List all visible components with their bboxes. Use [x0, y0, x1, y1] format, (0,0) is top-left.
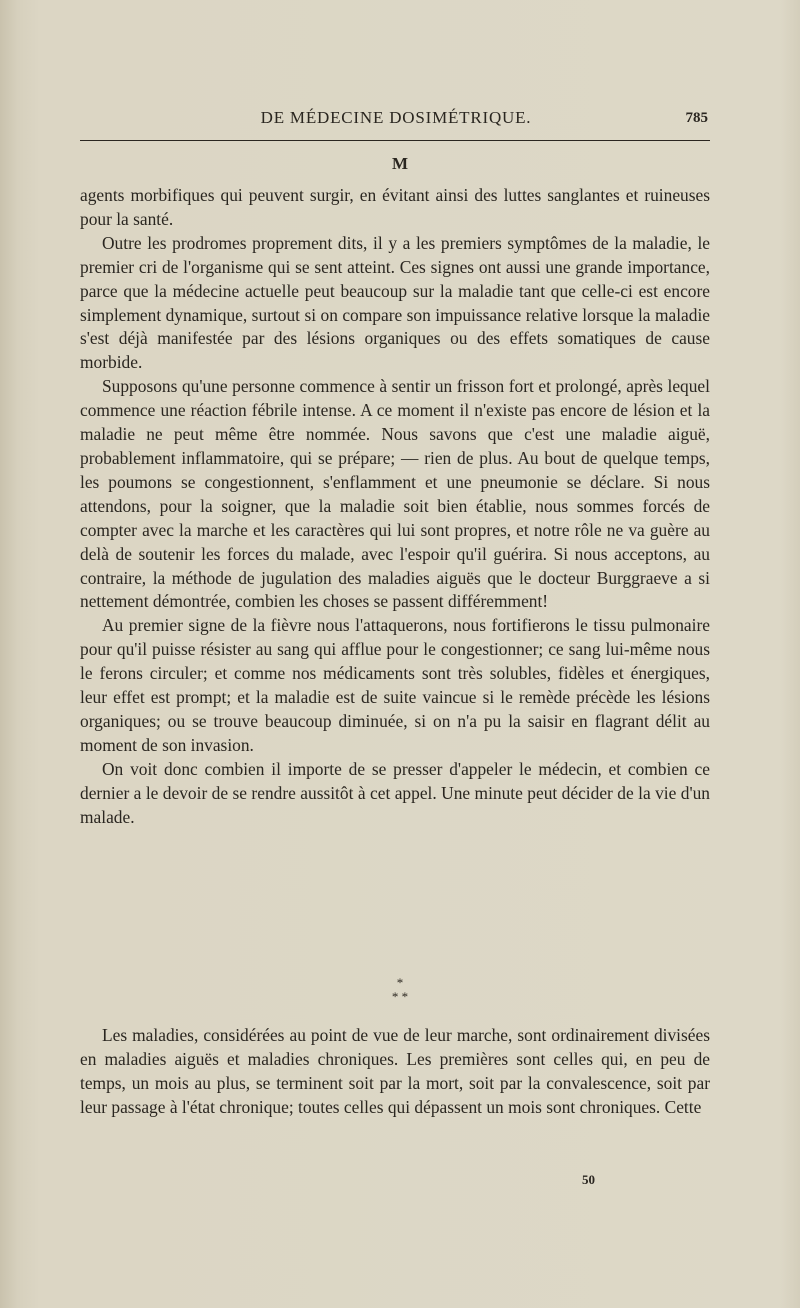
dictionary-letter-heading: M	[391, 154, 409, 173]
paragraph-5: On voit donc combien il importe de se presser d'appeler le médecin, et combien ce dernier a le devoir de se rendre aussitôt à cet appel. Une minute peut décider de la vie d'un malade.	[80, 758, 710, 827]
page-header	[80, 104, 712, 136]
section-text	[80, 1024, 710, 1120]
page-number: 785	[685, 110, 708, 126]
main-text	[80, 184, 710, 829]
asterism-bottom: * *	[391, 989, 409, 1004]
paragraph-2: Outre les prodromes proprement dits, il y a les premiers symptômes de la maladie, le premier cri de l'organisme qui se sent atteint. Ces signes ont aussi une grande importance, parce que la médecine actuelle peut beaucoup sur la maladie tant que celle-ci est encore simplement dynamique, surtout si on compare son impuissance relative lorsque la maladie s'est déjà manifestée par des lésions organiques ou des effets somatiques de cause morbide.	[80, 232, 710, 373]
paragraph-1: agents morbifiques qui peuvent surgir, en évitant ainsi des luttes sanglantes et ruineuses pour la santé.	[80, 185, 710, 229]
signature-mark: 50	[582, 1172, 595, 1187]
header-rule	[80, 140, 710, 141]
section-paragraph-1: Les maladies, considérées au point de vue de leur marche, sont ordinairement divisées en maladies aiguës et maladies chroniques. Les premières sont celles qui, en peu de temps, un mois au plus, se terminent soit par la mort, soit par la convalescence, soit par leur passage à l'état chronique; toutes celles qui dépassent un mois sont chroniques. Cette	[80, 1025, 710, 1117]
paragraph-4: Au premier signe de la fièvre nous l'attaquerons, nous fortifierons le tissu pulmonaire pour qu'il puisse résister au sang qui afflue pour le congestionner; ce sang lui-même nous le ferons circuler; et comme nos médicaments sont très solubles, fidèles et énergiques, leur effet est prompt; et la maladie est de suite vaincue si le remède précède les lésions organiques; ou se trouve beaucoup diminuée, si on n'a pu la saisir en flagrant délit au moment de son invasion.	[80, 615, 710, 755]
section-asterism	[0, 976, 800, 1004]
paragraph-3: Supposons qu'une personne commence à sentir un frisson fort et prolongé, après lequel commence une réaction fébrile intense. A ce moment il n'existe pas encore de lésion et la maladie ne peut même être nommée. Nous savons que c'est une maladie aiguë, probablement inflammatoire, qui se prépare; — rien de plus. Au bout de quelque temps, les poumons se congestionnent, s'enflamment et une pneumonie se déclare. Si nous attendons, pour la soigner, que la maladie soit bien établie, nous sommes forcés de compter avec la marche et les caractères qui lui sont propres, et notre rôle ne va guère au delà de soutenir les forces du malade, avec l'espoir qu'il guérira. Si nous acceptons, au contraire, la méthode de jugulation des maladies aiguës que le docteur Burggraeve a si nettement démontrée, combien les choses se passent différemment!	[80, 376, 710, 612]
asterism-top: *	[396, 975, 404, 990]
running-title: DE MÉDECINE DOSIMÉTRIQUE.	[260, 108, 532, 127]
